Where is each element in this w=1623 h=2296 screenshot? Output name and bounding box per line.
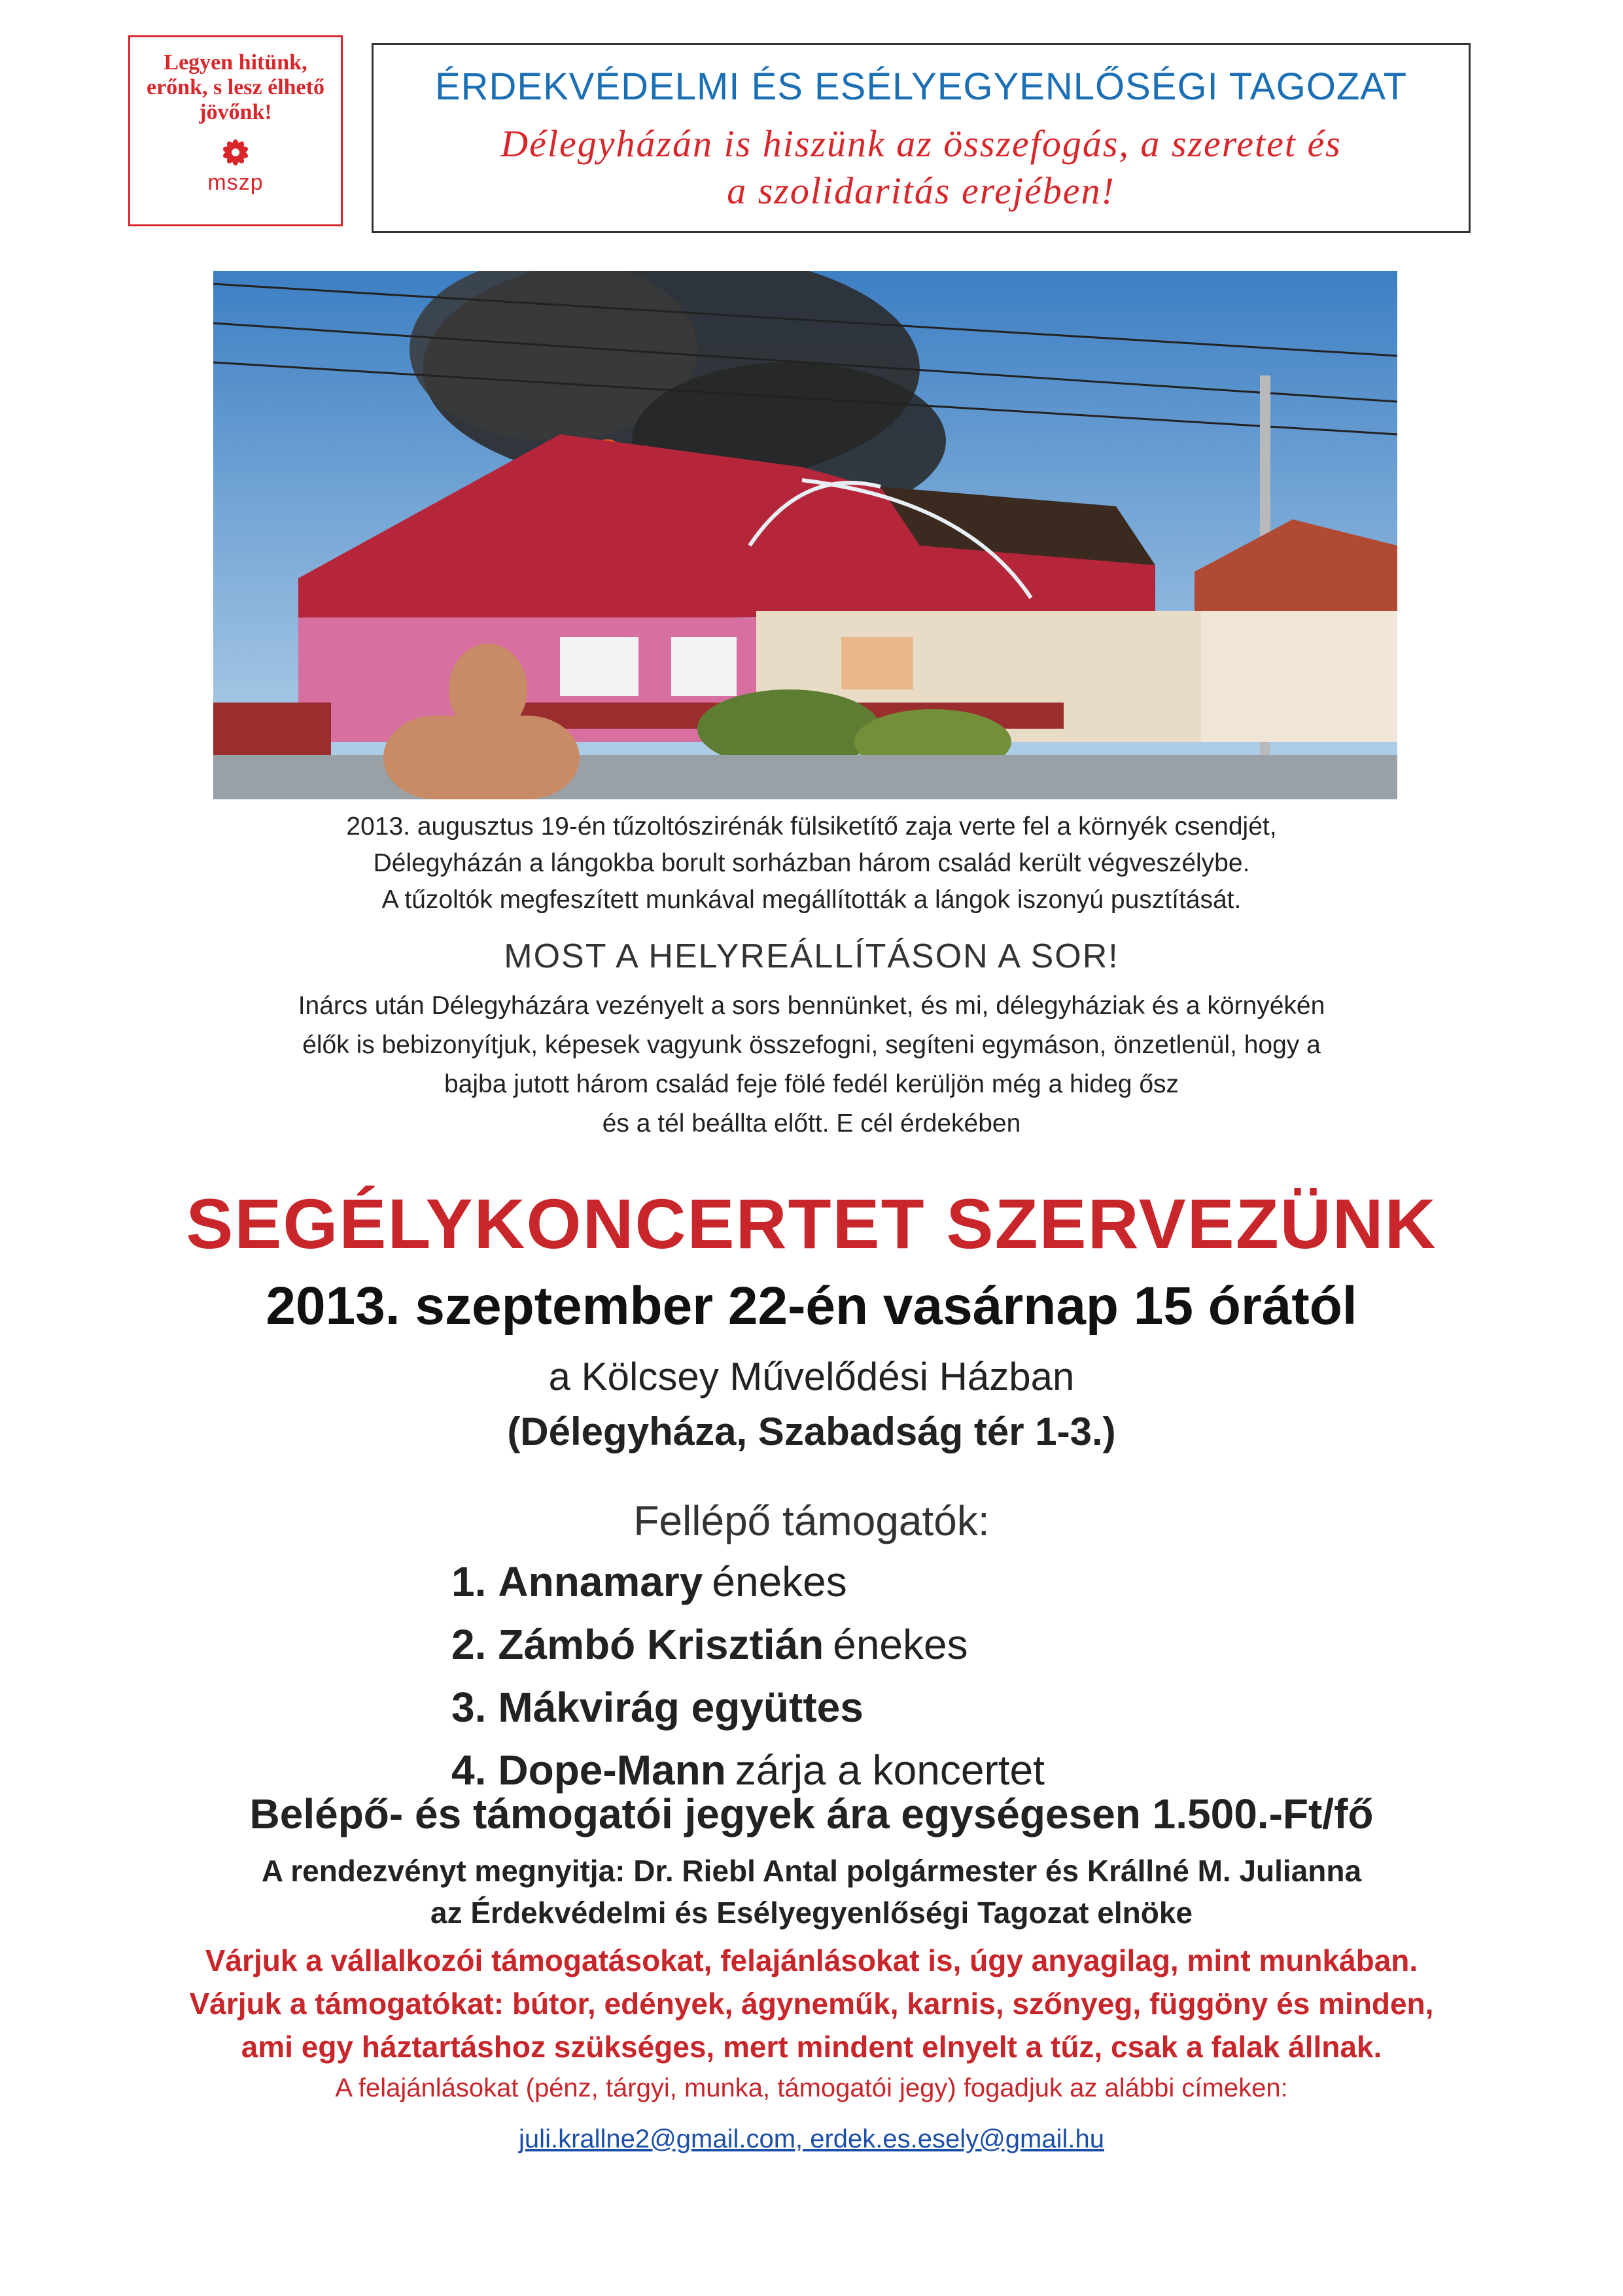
motto-line: a szolidaritás erejében! [727,169,1115,212]
contact-intro: A felajánlásokat (pénz, tárgyi, munka, támogatói jegy) fogadjuk az alábbi címeken: [335,2074,1288,2102]
rose-icon [130,134,341,174]
performers-list [451,1550,1367,1801]
party-logo [128,35,343,226]
motto [374,120,1469,215]
performer-name: Mákvirág együttes [498,1684,864,1731]
motto-line: Délegyházán is hiszünk az összefogás, a szeretet és [500,122,1342,165]
performer-name: Dope-Mann [498,1747,726,1794]
appeal-line: Várjuk a vállalkozói támogatásokat, felajánlásokat is, úgy anyagilag, mint munkában. [205,1943,1418,1977]
appeal-line: Várjuk a támogatókat: bútor, edények, ágyneműk, karnis, szőnyeg, függöny és minden, [189,1987,1434,2021]
intro-line: A tűzoltók megfeszített munkával megállították a lángok iszonyú pusztítását. [381,886,1242,914]
intro-line: Délegyházán a lángokba borult sorházban három család került végveszélybe. [373,849,1250,877]
performer-role: énekes [833,1621,968,1668]
concert-venue: a Kölcsey Művelődési Házban [548,1355,1075,1399]
body-line: élők is bebizonyítjuk, képesek vagyunk összefogni, segíteni egymáson, önzetlenül, hogy a [302,1031,1321,1059]
performer-item [451,1613,1367,1676]
contact-emails-link[interactable]: juli.krallne2@gmail.com, erdek.es.esely@gmail.hu [519,2125,1104,2153]
concert-title: SEGÉLYKONCERTET SZERVEZÜNK [186,1184,1437,1263]
performer-number: 1. [451,1558,487,1605]
concert-date: 2013. szeptember 22-én vasárnap 15 órától [266,1276,1357,1336]
appeal-text [131,1939,1492,2068]
performer-name: Zámbó Krisztián [498,1621,824,1668]
body-line: Inárcs után Délegyházára vezényelt a sors bennünket, és mi, délegyháziak és a környékén [298,992,1325,1020]
performer-number: 2. [451,1621,487,1668]
logo-slogan-line: jövőnk! [199,100,272,124]
logo-slogan-line: erőnk, s lesz élhető [147,75,324,99]
performer-item [451,1676,1367,1739]
opening-text [131,1850,1492,1934]
body-line: bajba jutott három család feje fölé fedél kerüljön még a hideg ősz [444,1070,1179,1098]
concert-address: (Délegyháza, Szabadság tér 1-3.) [507,1410,1116,1453]
header-box [372,43,1471,233]
organization-title: ÉRDEKVÉDELMI ÉS ESÉLYEGYENLŐSÉGI TAGOZAT [434,65,1408,108]
performer-number: 3. [451,1684,487,1731]
performer-name: Annamary [498,1558,703,1605]
appeal-line: ami egy háztartáshoz szükséges, mert mindent elnyelt a tűz, csak a falak állnak. [241,2030,1382,2064]
body-text [131,986,1492,1143]
intro-line: 2013. augusztus 19-én tűzoltószirénák fülsiketítő zaja verte fel a környék csendjét, [346,812,1277,841]
performer-role: énekes [712,1558,847,1605]
performer-role: zárja a koncertet [735,1747,1045,1794]
ticket-price: Belépő- és támogatói jegyek ára egységesen 1.500.-Ft/fő [249,1790,1374,1837]
party-name: mszp [207,170,264,195]
opening-line: A rendezvényt megnyitja: Dr. Riebl Antal polgármester és Krállné M. Julianna [261,1854,1362,1888]
performers-heading: Fellépő támogatók: [633,1497,990,1544]
logo-slogan-line: Legyen hitünk, [164,50,307,75]
body-line: és a tél beállta előtt. E cél érdekében [602,1109,1021,1138]
performer-item [451,1550,1367,1613]
headline: MOST A HELYREÁLLÍTÁSON A SOR! [504,937,1119,975]
opening-line: az Érdekvédelmi és Esélyegyenlőségi Tagozat elnöke [430,1896,1193,1930]
performer-number: 4. [451,1747,487,1794]
logo-slogan [130,50,341,125]
fire-photo [213,271,1397,799]
intro-text [131,809,1492,918]
